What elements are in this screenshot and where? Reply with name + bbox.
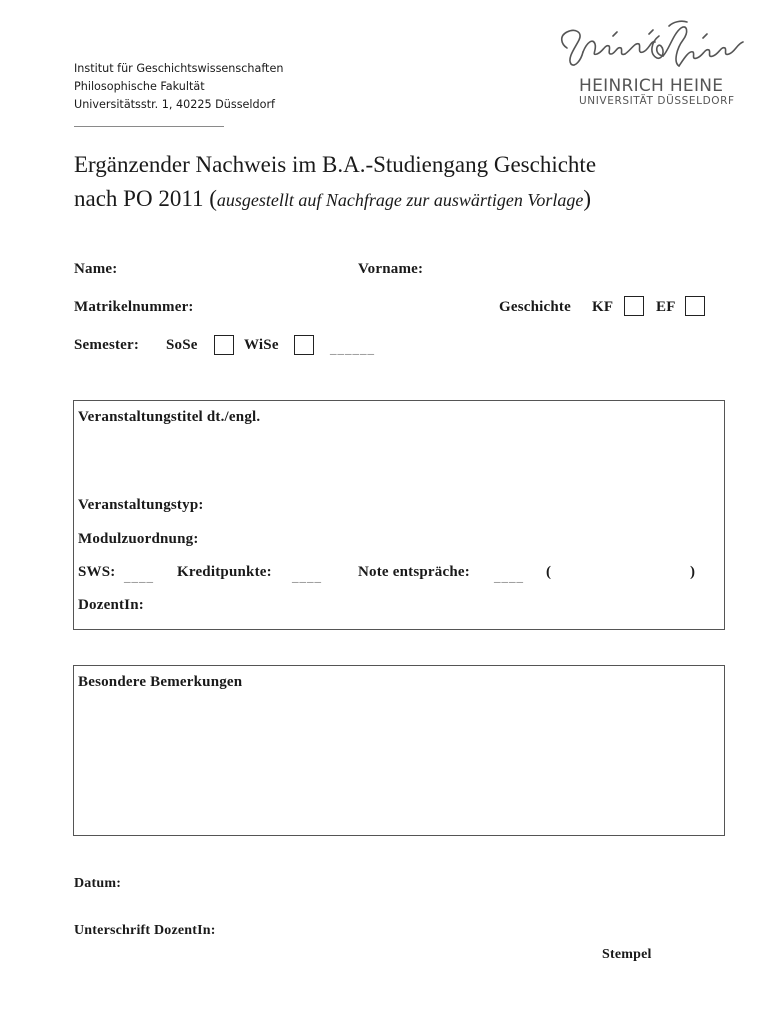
matrikel-label: Matrikelnummer: <box>74 299 194 315</box>
address-divider <box>74 126 224 127</box>
sws-label: SWS: <box>78 564 116 580</box>
signature-icon <box>553 14 749 76</box>
course-box <box>73 400 725 630</box>
sose-label: SoSe <box>166 337 198 353</box>
kredit-field[interactable]: ____ <box>292 569 322 584</box>
title-line-2 <box>74 182 596 217</box>
semester-label: Semester: <box>74 337 140 353</box>
course-title-label: Veranstaltungstitel dt./engl. <box>78 409 261 425</box>
dozent-label: DozentIn: <box>78 597 144 613</box>
remarks-label: Besondere Bemerkungen <box>78 674 243 690</box>
sose-checkbox[interactable] <box>214 335 234 355</box>
note-paren-open: ( <box>546 564 552 580</box>
note-paren-close: ) <box>690 564 696 580</box>
geschichte-label: Geschichte <box>499 299 571 315</box>
stamp-label: Stempel <box>602 947 652 962</box>
datum-label: Datum: <box>74 876 122 891</box>
ef-label: EF <box>656 299 676 315</box>
wise-checkbox[interactable] <box>294 335 314 355</box>
kf-label: KF <box>592 299 614 315</box>
semester-year-field[interactable]: ______ <box>330 341 375 356</box>
address-line: Universitätsstr. 1, 40225 Düsseldorf <box>74 98 275 111</box>
university-name: HEINRICH HEINE <box>579 76 724 96</box>
kredit-label: Kreditpunkte: <box>177 564 272 580</box>
note-label: Note entspräche: <box>358 564 470 580</box>
title-subtitle: ausgestellt auf Nachfrage zur auswärtigen Vorlage <box>216 190 584 210</box>
university-logo <box>553 14 749 110</box>
course-type-label: Veranstaltungstyp: <box>78 497 204 513</box>
vorname-label: Vorname: <box>358 261 424 277</box>
address-line: Philosophische Fakultät <box>74 80 205 93</box>
module-label: Modulzuordnung: <box>78 531 199 547</box>
title-prefix: nach PO 2011 ( <box>74 186 217 211</box>
note-field[interactable]: ____ <box>494 569 524 584</box>
sws-field[interactable]: ____ <box>124 569 154 584</box>
title-suffix: ) <box>583 186 592 211</box>
name-label: Name: <box>74 261 118 277</box>
title-line-1: Ergänzender Nachweis im B.A.-Studiengang Geschichte <box>74 152 597 177</box>
university-city: UNIVERSITÄT DÜSSELDORF <box>579 95 735 107</box>
wise-label: WiSe <box>244 337 279 353</box>
kf-checkbox[interactable] <box>624 296 644 316</box>
institute-address <box>74 60 283 114</box>
address-line: Institut für Geschichtswissenschaften <box>74 62 284 75</box>
ef-checkbox[interactable] <box>685 296 705 316</box>
document-title <box>74 148 596 217</box>
signature-label: Unterschrift DozentIn: <box>74 923 216 938</box>
